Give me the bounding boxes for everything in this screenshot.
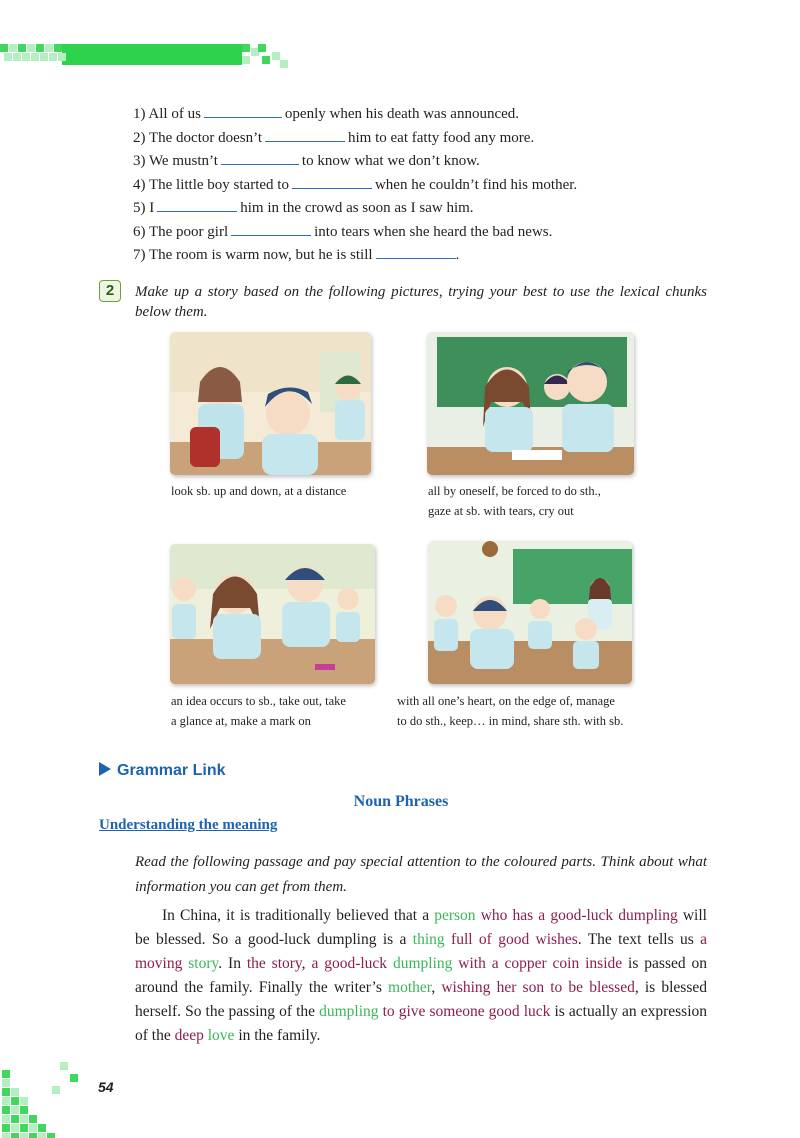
story-picture-3 [170,544,375,684]
story-picture-2 [427,332,634,475]
pixel-square [280,60,288,68]
highlighted-phrase: deep [174,1027,204,1044]
picture-3-caption: an idea occurs to sb., take out, take a glance at, make a mark on [171,694,346,728]
story-picture-4 [428,541,632,684]
subheading: Understanding the meaning [99,817,278,833]
pixel-square [2,1115,10,1123]
pixel-square [13,53,21,61]
pixel-square [58,53,66,61]
exercise-item: 6) The poor girl into tears when she heard the bad news. [133,221,693,245]
pixel-square [11,1088,19,1096]
pixel-square [20,1106,28,1114]
pixel-square [40,53,48,61]
highlighted-phrase: a moving [135,931,707,972]
pixel-square [29,1133,37,1138]
passage-text: in the family. [234,1027,321,1044]
highlighted-phrase: mother [388,979,432,996]
picture-4-caption: with all one’s heart, on the edge of, manage to do sth., keep… in mind, share sth. with sb. [397,694,624,728]
highlighted-phrase: the story [246,955,302,972]
pixel-square [262,56,270,64]
passage-text: is actually an expression of the [135,1003,708,1044]
highlighted-phrase: story [188,955,219,972]
pixel-square [54,44,62,52]
pixel-square [38,1133,46,1138]
exercise-2-instruction: Make up a story based on the following pictures, trying your best to use the lexical chunks below them. [135,284,707,320]
pixel-square [29,1115,37,1123]
pixel-square [2,1124,10,1132]
story-picture-1 [170,332,371,475]
page-number: 54 [98,1079,114,1095]
grammar-link-heading: Grammar Link [99,762,225,780]
pixel-square [18,44,26,52]
exercise-item: 1) All of us openly when his death was announced. [133,103,693,127]
pixel-square [52,1086,60,1094]
highlighted-phrase: full of good wishes [451,931,578,948]
pixel-square [2,1106,10,1114]
exercise-item: 3) We mustn’t to know what we don’t know. [133,150,693,174]
passage-text: In China, it is traditionally believed that a [162,907,435,924]
pixel-square [20,1097,28,1105]
pixel-square [47,1133,55,1138]
passage-text: , [301,955,312,972]
pixel-square [11,1124,19,1132]
pixel-square [2,1133,10,1138]
topic-title: Noun Phrases [353,793,449,810]
answer-blank[interactable] [292,174,372,189]
pixel-square [49,53,57,61]
passage-text: , [431,979,442,996]
exercise-item: 7) The room is warm now, but he is still . [133,244,693,268]
picture-2-caption: all by oneself, be forced to do sth., gaze at sb. with tears, cry out [428,484,601,518]
pixel-square [31,53,39,61]
pixel-square [60,1062,68,1070]
answer-blank[interactable] [265,127,345,142]
highlighted-phrase: person [434,907,476,924]
exercise-item: 5) I him in the crowd as soon as I saw him. [133,197,693,221]
pixel-square [2,1088,10,1096]
pixel-square [11,1097,19,1105]
pixel-square [11,1133,19,1138]
pixel-square [242,44,250,52]
highlighted-phrase: thing [412,931,445,948]
pixel-square [27,44,35,52]
header-decoration-bar [62,44,242,65]
answer-blank[interactable] [221,150,299,165]
pixel-square [272,52,280,60]
answer-blank[interactable] [231,221,311,236]
highlighted-phrase: who has a good-luck dumpling [480,907,678,924]
pixel-square [20,1115,28,1123]
passage-text: . The text tells us [577,931,701,948]
passage-text: , is blessed herself. So the passing of the [135,979,707,1020]
pixel-square [258,44,266,52]
triangle-arrow-icon [99,762,111,776]
exercise-item: 4) The little boy started to when he couldn’t find his mother. [133,174,693,198]
answer-blank[interactable] [204,103,282,118]
answer-blank[interactable] [376,244,456,259]
picture-1-caption: look sb. up and down, at a distance [171,484,347,498]
pixel-square [29,1124,37,1132]
pixel-square [22,53,30,61]
pixel-square [20,1124,28,1132]
pixel-square [20,1133,28,1138]
grammar-passage [135,904,707,1048]
pixel-square [9,44,17,52]
passage-text: will be blessed. So a good-luck dumpling is a [135,907,707,948]
pixel-square [2,1079,10,1087]
highlighted-phrase: a good-luck [311,955,388,972]
pixel-square [36,44,44,52]
highlighted-phrase: with a copper coin inside [458,955,623,972]
highlighted-phrase: wishing her son to be blessed [441,979,635,996]
highlighted-phrase: to give someone good luck [382,1003,551,1020]
pixel-square [70,1074,78,1082]
passage-text: is passed on around the family. Finally the writer’s [135,955,707,996]
pixel-square [4,53,12,61]
highlighted-phrase: dumpling [392,955,453,972]
grammar-instruction: Read the following passage and pay special attention to the coloured parts. Think about what information you can get from them. [135,854,707,895]
pixel-square [2,1097,10,1105]
pixel-square [0,44,8,52]
passage-text: . In [218,955,247,972]
answer-blank[interactable] [157,197,237,212]
pixel-square [2,1070,10,1078]
highlighted-phrase: love [207,1027,235,1044]
highlighted-phrase: dumpling [319,1003,379,1020]
pixel-square [11,1115,19,1123]
pixel-square [11,1106,19,1114]
pixel-square [38,1124,46,1132]
exercise-number-badge: 2 [99,280,121,302]
pixel-square [45,44,53,52]
pixel-square [242,56,250,64]
exercise-1-list [133,103,693,268]
exercise-item: 2) The doctor doesn’t him to eat fatty food any more. [133,127,693,151]
